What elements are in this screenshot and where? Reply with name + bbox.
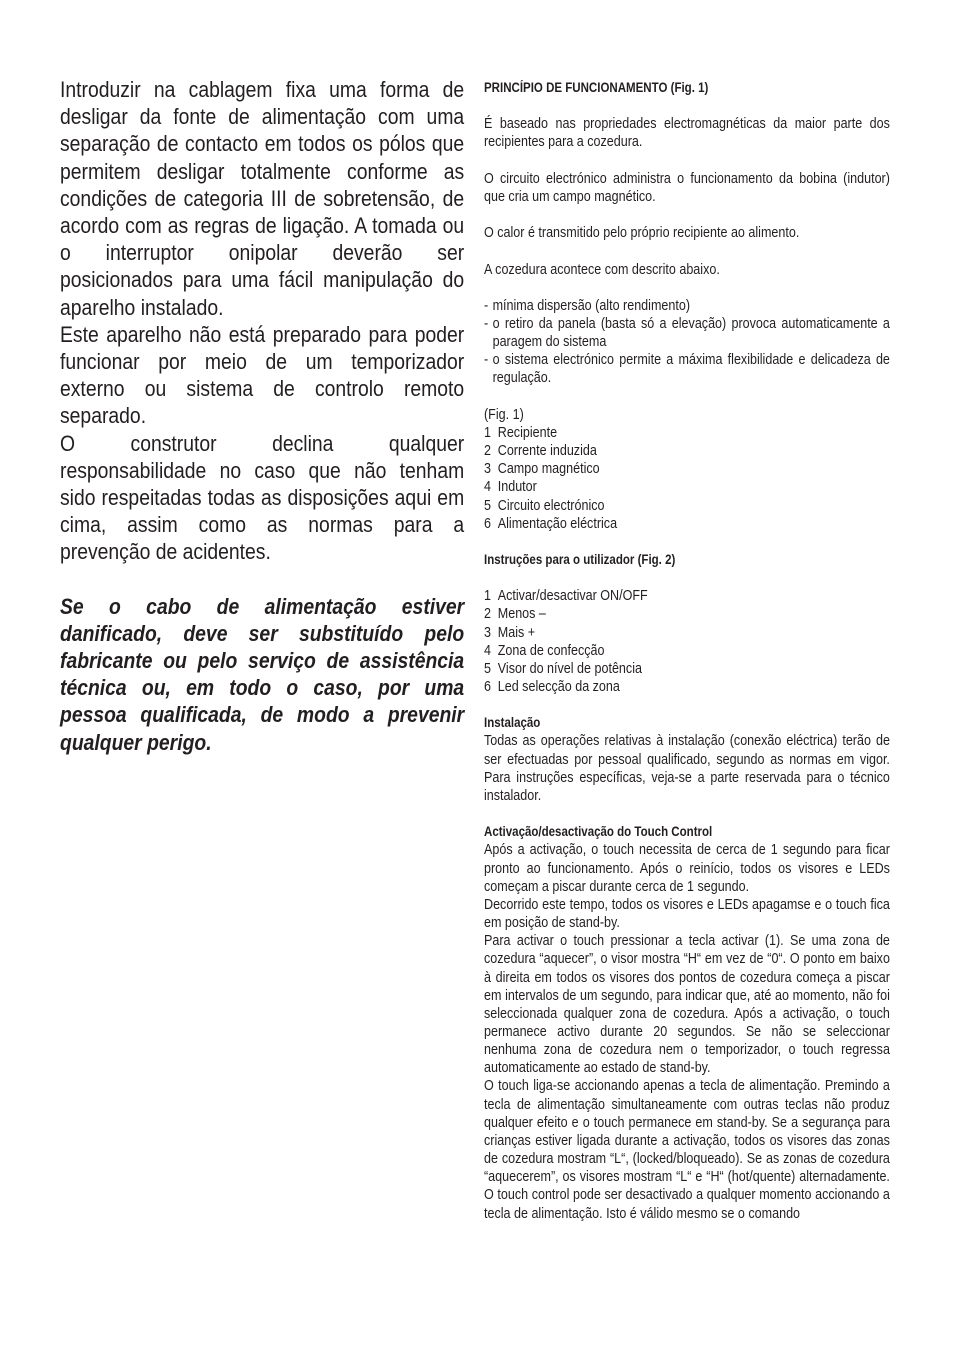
principle-paragraph-1: É baseado nas propriedades electromagnéticas da maior parte dos recipientes para a cozedura.	[484, 116, 890, 151]
installation-heading: Instalação	[484, 715, 541, 731]
right-column	[484, 79, 890, 1223]
list-item: 2 Corrente induzida	[484, 443, 597, 460]
list-item: - o retiro da panela (basta só a elevação) provoca automaticamente a paragem do sistema	[484, 315, 890, 351]
list-item: 5 Visor do nível de potência	[484, 660, 642, 677]
list-item: 3 Campo magnético	[484, 461, 600, 478]
touch-control-heading: Activação/desactivação do Touch Control	[484, 824, 713, 840]
fig2-list	[484, 587, 890, 696]
wiring-paragraph: Introduzir na cablagem fixa uma forma de desligar da fonte de alimentação com uma separação de contacto em todos os pólos que permitem desligar totalmente conforme as condições de categoria III de sobretensão, de acordo com as regras de ligação. A tomada ou o interruptor onipolar deverão ser posicionados para uma fácil manipulação do aparelho instalado.	[60, 77, 465, 320]
fig1-list	[484, 424, 890, 533]
cable-warning: Se o cabo de alimentação estiver danificado, deve ser substituído pelo fabricante ou pelo serviço de assistência técnica ou, em todo o caso, por uma pessoa qualificada, de modo a prevenir qualquer perigo.	[60, 593, 465, 755]
list-item: - mínima dispersão (alto rendimento)	[484, 297, 691, 314]
list-item: 1 Activar/desactivar ON/OFF	[484, 588, 648, 605]
list-item: 3 Mais +	[484, 624, 536, 641]
list-item: 1 Recipiente	[484, 424, 558, 441]
touch-paragraph-2: Decorrido este tempo, todos os visores e LEDs apagamse e o touch fica em posição de stand-by.	[484, 896, 890, 932]
disclaimer-paragraph: O construtor declina qualquer responsabilidade no caso que não tenham sido respeitadas todas as disposições aqui em cima, assim como as normas para a prevenção de acidentes.	[60, 430, 465, 565]
list-item: 6 Alimentação eléctrica	[484, 515, 618, 532]
principle-paragraph-2: O circuito electrónico administra o funcionamento da bobina (indutor) que cria um campo magnético.	[484, 170, 890, 205]
list-item: 6 Led selecção da zona	[484, 679, 620, 696]
principle-paragraph-4: A cozedura acontece com descrito abaixo.	[484, 261, 720, 278]
principle-paragraph-3: O calor é transmitido pelo próprio recipiente ao alimento.	[484, 225, 800, 242]
touch-paragraph-4: O touch liga-se accionando apenas a tecla de alimentação. Premindo a tecla de alimentação simultaneamente com outras teclas não produz qualquer efeito e o touch permanece em stand-by. Se a segurança para crianças estiver ligada durante a activação, todos os visores das zonas de cozedura mostram “L“, (locked/bloqueado). Se as zonas de cozedura “aquecerem”, os visores mostram “L“ e “H“ (hot/quente) alternadamente. O touch control pode ser desactivado a qualquer momento accionando a tecla de alimentação. Isto é válido mesmo se o comando	[484, 1078, 890, 1222]
principle-heading: PRINCÍPIO DE FUNCIONAMENTO (Fig. 1)	[484, 80, 709, 95]
timer-paragraph: Este aparelho não está preparado para poder funcionar por meio de um temporizador externo ou sistema de controlo remoto separado.	[60, 321, 465, 429]
list-item: 4 Zona de confecção	[484, 642, 605, 659]
list-item: 2 Menos –	[484, 606, 546, 623]
list-item: 5 Circuito electrónico	[484, 497, 605, 514]
instructions-heading: Instruções para o utilizador (Fig. 2)	[484, 551, 676, 567]
fig1-label: (Fig. 1)	[484, 406, 524, 423]
touch-paragraph-3: Para activar o touch pressionar a tecla activar (1). Se uma zona de cozedura “aquecer”, o visor mostra “H“ em vez de “0“. O ponto em baixo à direita em todos os visores dos pontos de cozedura começa a piscar em intervalos de um segundo, para indicar que, até ao momento, não foi seleccionada qualquer zona de cozedura. Após a activação, o touch permanece activo durante 20 segundos. Se não se seleccionar nenhuma zona de cozedura nem o temporizador, o touch regressa automaticamente ao estado de stand-by.	[484, 933, 890, 1077]
list-item: - o sistema electrónico permite a máxima flexibilidade e delicadeza de regulação.	[484, 352, 890, 387]
installation-paragraph: Todas as operações relativas à instalação (conexão eléctrica) terão de ser efectuadas por pessoal qualificado, segundo as normas em vigor. Para instruções específicas, veja-se a parte reservada para o técnico instalador.	[484, 733, 890, 804]
features-list	[484, 297, 890, 388]
touch-paragraph-1: Após a activação, o touch necessita de cerca de 1 segundo para ficar pronto ao funcionamento. Após o reinício, todos os visores e LEDs começam a piscar durante cerca de 1 segundo.	[484, 842, 890, 895]
left-column	[60, 76, 464, 756]
list-item: 4 Indutor	[484, 479, 537, 496]
